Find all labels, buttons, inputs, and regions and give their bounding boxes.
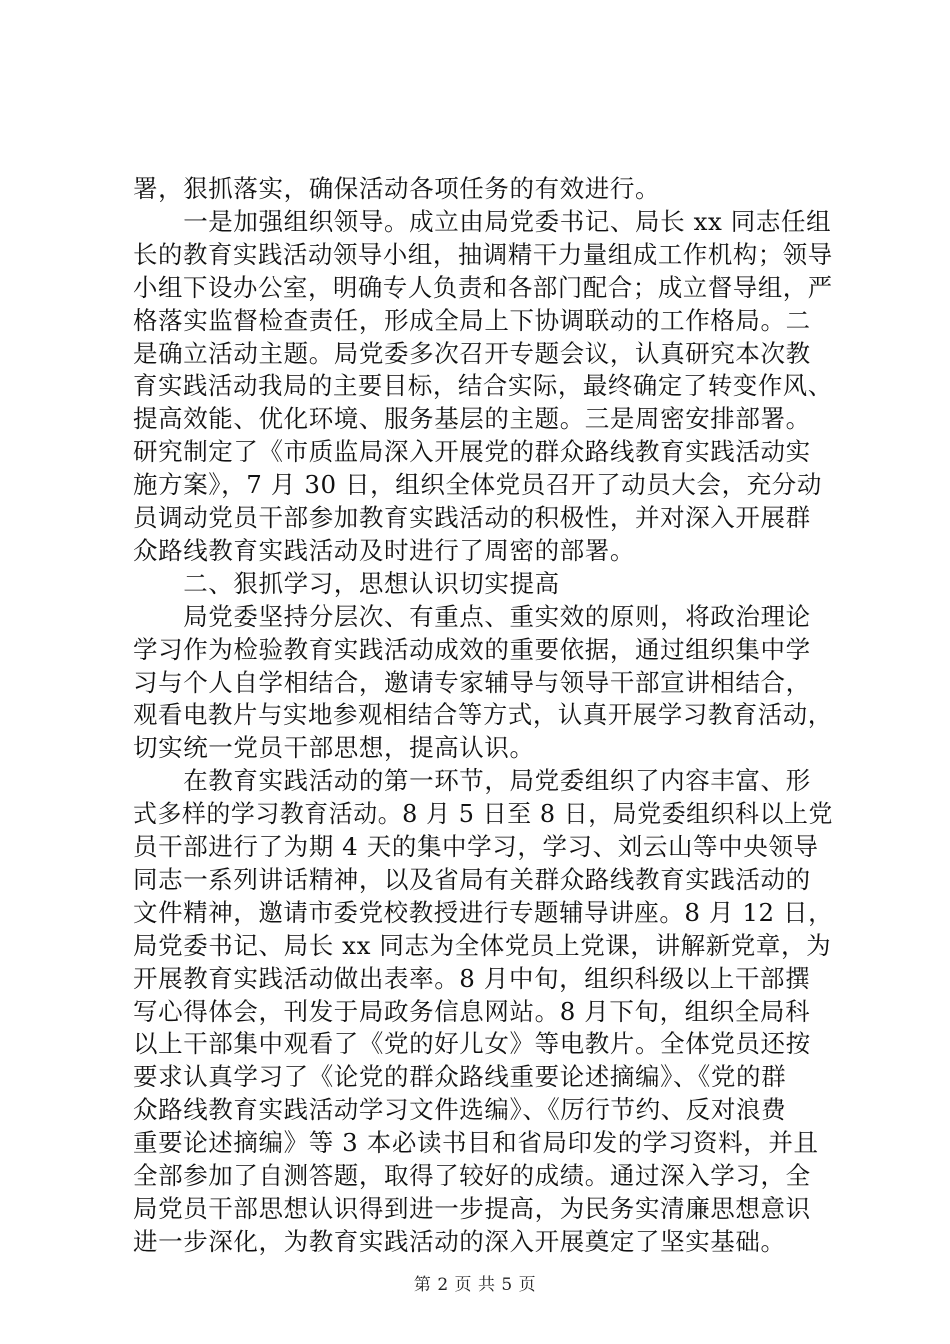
text-line: 文件精神，邀请市委党校教授进行专题辅导讲座。8 月 12 日， (133, 897, 834, 927)
text-line: 在教育实践活动的第一环节，局党委组织了内容丰富、形 (133, 766, 811, 796)
text-line: 众路线教育实践活动及时进行了周密的部署。 (133, 535, 635, 565)
text-line: 二、狠抓学习，思想认识切实提高 (133, 568, 560, 598)
text-line: 长的教育实践活动领导小组，抽调精干力量组成工作机构；领导 (133, 239, 833, 269)
text-line: 研究制定了《市质监局深入开展党的群众路线教育实践活动实 (133, 437, 811, 467)
text-line: 一是加强组织领导。成立由局党委书记、局长 xx 同志任组 (133, 206, 832, 236)
text-line: 局党员干部思想认识得到进一步提高，为民务实清廉思想意识 (133, 1193, 811, 1223)
text-line: 以上干部集中观看了《党的好儿女》等电教片。全体党员还按 (133, 1029, 811, 1059)
text-line: 是确立活动主题。局党委多次召开专题会议，认真研究本次教 (133, 338, 811, 368)
text-line: 员调动党员干部参加教育实践活动的积极性，并对深入开展群 (133, 503, 811, 532)
text-line: 格落实监督检查责任，形成全局上下协调联动的工作格局。二 (133, 305, 811, 335)
text-line: 要求认真学习了《论党的群众路线重要论述摘编》、《党的群 (133, 1062, 787, 1092)
text-line: 全部参加了自测答题，取得了较好的成绩。通过深入学习，全 (133, 1161, 811, 1190)
text-line: 同志一系列讲话精神，以及省局有关群众路线教育实践活动的 (133, 864, 811, 894)
text-line: 众路线教育实践活动学习文件选编》、《厉行节约、反对浪费 (133, 1095, 787, 1125)
text-line: 提高效能、优化环境、服务基层的主题。三是周密安排部署。 (133, 404, 811, 434)
text-line: 署，狠抓落实，确保活动各项任务的有效进行。 (133, 174, 661, 203)
page-footer: 第 2 页 共 5 页 (413, 1275, 537, 1295)
text-line: 习与个人自学相结合，邀请专家辅导与领导干部宣讲相结合， (133, 667, 811, 697)
text-line: 开展教育实践活动做出表率。8 月中旬，组织科级以上干部撰 (133, 963, 811, 993)
text-line: 写心得体会，刊发于局政务信息网站。8 月下旬，组织全局科 (133, 996, 811, 1026)
text-line: 育实践活动我局的主要目标，结合实际，最终确定了转变作风、 (133, 371, 833, 401)
text-line: 施方案》，7 月 30 日，组织全体党员召开了动员大会，充分动 (133, 470, 822, 500)
text-line: 员干部进行了为期 4 天的集中学习，学习、刘云山等中央领导 (133, 832, 819, 861)
text-line: 学习作为检验教育实践活动成效的重要依据，通过组织集中学 (133, 634, 811, 664)
text-line: 观看电教片与实地参观相结合等方式，认真开展学习教育活动， (133, 700, 833, 730)
text-line: 小组下设办公室，明确专人负责和各部门配合；成立督导组，严 (133, 272, 833, 302)
text-line: 局党委书记、局长 xx 同志为全体党员上党课，讲解新党章，为 (133, 930, 832, 960)
text-line: 式多样的学习教育活动。8 月 5 日至 8 日，局党委组织科以上党 (133, 799, 833, 829)
text-line: 局党委坚持分层次、有重点、重实效的原则，将政治理论 (133, 601, 811, 631)
text-line: 重要论述摘编》等 3 本必读书目和省局印发的学习资料，并且 (133, 1128, 819, 1158)
text-line: 进一步深化，为教育实践活动的深入开展奠定了坚实基础。 (133, 1226, 786, 1256)
text-line: 切实统一党员干部思想，提高认识。 (133, 733, 535, 763)
